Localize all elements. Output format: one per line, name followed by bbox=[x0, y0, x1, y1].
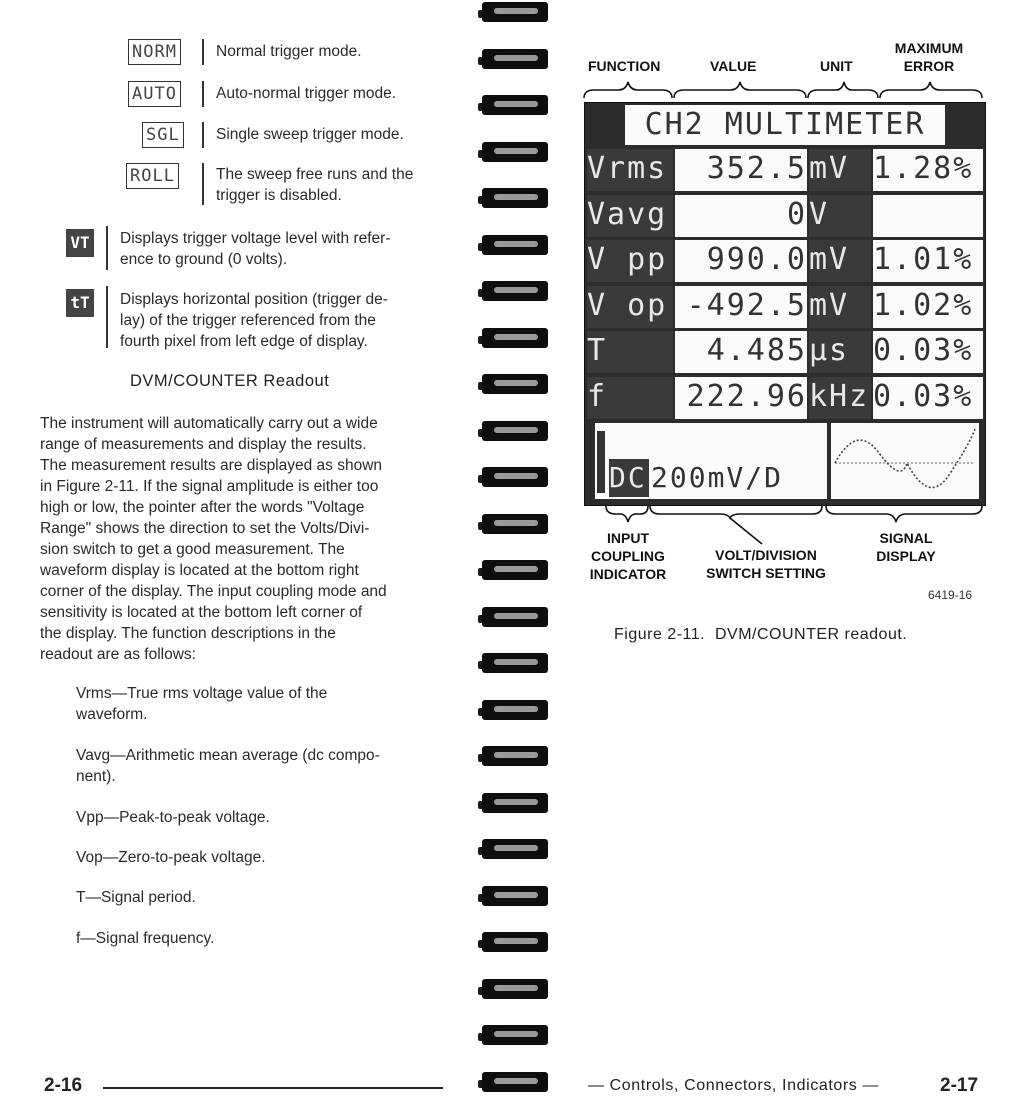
vt-desc-2: ence to ground (0 volts). bbox=[120, 251, 288, 268]
roll-mode-icon: ROLL bbox=[126, 163, 179, 189]
label-volt-2: SWITCH SETTING bbox=[706, 565, 826, 581]
def-vpp: Vpp—Peak-to-peak voltage. bbox=[76, 809, 270, 826]
binding-coil bbox=[478, 791, 552, 815]
def-f: f—Signal frequency. bbox=[76, 930, 215, 947]
label-volt-1: VOLT/DIVISION bbox=[715, 547, 817, 563]
mode-divider bbox=[202, 122, 204, 148]
binding-coil bbox=[478, 233, 552, 257]
lcd-function: V pp bbox=[587, 240, 673, 282]
label-input-2: COUPLING bbox=[591, 548, 665, 564]
sgl-desc: Single sweep trigger mode. bbox=[216, 126, 404, 143]
lcd-unit: mV bbox=[809, 149, 871, 191]
tt-desc-1: Displays horizontal position (trigger de- bbox=[120, 291, 388, 308]
binding-coil bbox=[478, 884, 552, 908]
paragraph-line: Range" shows the direction to set the Volts/Divi- bbox=[40, 520, 370, 537]
binding-coil bbox=[478, 1023, 552, 1047]
body-paragraph bbox=[40, 413, 442, 665]
binding-coil bbox=[478, 930, 552, 954]
top-braces bbox=[580, 78, 990, 102]
label-input-3: INDICATOR bbox=[589, 566, 667, 582]
tt-divider bbox=[106, 286, 108, 348]
binding-coil bbox=[478, 837, 552, 861]
lcd-unit: µs bbox=[809, 331, 871, 373]
lcd-unit: mV bbox=[809, 286, 871, 328]
paragraph-line: in Figure 2-11. If the signal amplitude is either too bbox=[40, 478, 379, 495]
vt-divider bbox=[106, 226, 108, 270]
binding-coil bbox=[478, 1070, 552, 1094]
binding-coil bbox=[478, 419, 552, 443]
paragraph-line: high or low, the pointer after the words "Voltage bbox=[40, 499, 365, 516]
binding-coil bbox=[478, 279, 552, 303]
mode-divider bbox=[202, 81, 204, 107]
lcd-error: 0.03% bbox=[873, 377, 983, 419]
label-unit: UNIT bbox=[820, 58, 853, 74]
lcd-value: -492.5 bbox=[675, 286, 807, 328]
page-number-left: 2-16 bbox=[44, 1075, 83, 1096]
figure-caption: Figure 2-11. DVM/COUNTER readout. bbox=[614, 626, 908, 643]
lcd-unit: mV bbox=[809, 240, 871, 282]
binding-coil bbox=[478, 512, 552, 536]
lcd-title: CH2 MULTIMETER bbox=[625, 105, 945, 145]
def-vrms-2: waveform. bbox=[76, 706, 148, 723]
lcd-function: V op bbox=[587, 286, 673, 328]
binding-coil bbox=[478, 0, 552, 24]
lcd-error: 0.03% bbox=[873, 331, 983, 373]
def-vrms-1: Vrms—True rms voltage value of the bbox=[76, 685, 328, 702]
lcd-function: Vavg bbox=[587, 195, 673, 237]
label-input-1: INPUT bbox=[607, 530, 649, 546]
binding-coil bbox=[478, 326, 552, 350]
def-vavg-2: nent). bbox=[76, 768, 116, 785]
binding-coil bbox=[478, 47, 552, 71]
binding-coil bbox=[478, 140, 552, 164]
paragraph-line: The measurement results are displayed as shown bbox=[40, 457, 383, 474]
binding-coil bbox=[478, 186, 552, 210]
page-number-right: 2-17 bbox=[940, 1075, 979, 1096]
vt-desc-1: Displays trigger voltage level with refer- bbox=[120, 230, 391, 247]
lcd-function: f bbox=[587, 377, 673, 419]
section-heading: DVM/COUNTER Readout bbox=[130, 372, 330, 390]
label-sig-1: SIGNAL bbox=[879, 530, 933, 546]
paragraph-line: sion switch to get a good measurement. The bbox=[40, 541, 345, 558]
binding-coil bbox=[478, 698, 552, 722]
label-max-error bbox=[884, 39, 974, 75]
coupling-bar bbox=[597, 431, 605, 493]
binding-coil bbox=[478, 465, 552, 489]
auto-desc: Auto-normal trigger mode. bbox=[216, 85, 397, 102]
paragraph-line: range of measurements and display the results. bbox=[40, 436, 367, 453]
binding-coil bbox=[478, 372, 552, 396]
binding-coil bbox=[478, 744, 552, 768]
label-function: FUNCTION bbox=[588, 58, 661, 74]
lcd-error bbox=[873, 195, 983, 237]
norm-desc: Normal trigger mode. bbox=[216, 43, 362, 60]
def-vop: Vop—Zero-to-peak voltage. bbox=[76, 849, 266, 866]
paragraph-line: corner of the display. The input coupling mode and bbox=[40, 583, 387, 600]
figure-code: 6419-16 bbox=[928, 588, 973, 602]
binding-coil bbox=[478, 93, 552, 117]
lcd-function: Vrms bbox=[587, 149, 673, 191]
roll-desc-1: The sweep free runs and the bbox=[216, 166, 414, 183]
lcd-unit: V bbox=[809, 195, 871, 237]
lcd-display bbox=[584, 102, 986, 506]
label-value: VALUE bbox=[710, 58, 757, 74]
signal-waveform bbox=[831, 423, 979, 499]
tt-icon: tT bbox=[66, 289, 94, 317]
lcd-error: 1.01% bbox=[873, 240, 983, 282]
binding-coil bbox=[478, 651, 552, 675]
lcd-value: 0 bbox=[675, 195, 807, 237]
signal-display bbox=[831, 423, 979, 499]
lcd-error: 1.02% bbox=[873, 286, 983, 328]
sgl-mode-icon: SGL bbox=[142, 122, 184, 148]
paragraph-line: sensitivity is located at the bottom left corner of bbox=[40, 604, 363, 621]
footer-rule bbox=[103, 1087, 443, 1089]
def-vavg-1: Vavg—Arithmetic mean average (dc compo- bbox=[76, 747, 380, 764]
footer-right-text: — Controls, Connectors, Indicators — bbox=[588, 1077, 880, 1094]
coupling-indicator: DC bbox=[609, 459, 649, 497]
lcd-value: 352.5 bbox=[675, 149, 807, 191]
spiral-binding bbox=[478, 0, 552, 1120]
tt-desc-2: lay) of the trigger referenced from the bbox=[120, 312, 376, 329]
label-signal-display bbox=[864, 529, 948, 565]
binding-coil bbox=[478, 558, 552, 582]
binding-coil bbox=[478, 605, 552, 629]
volts-div-setting: 200mV/D bbox=[651, 459, 827, 497]
lcd-value: 222.96 bbox=[675, 377, 807, 419]
label-volt-division bbox=[694, 546, 838, 582]
lcd-value: 990.0 bbox=[675, 240, 807, 282]
def-t: T—Signal period. bbox=[76, 889, 196, 906]
tt-desc-3: fourth pixel from left edge of display. bbox=[120, 333, 368, 350]
paragraph-line: the display. The function descriptions in the bbox=[40, 625, 336, 642]
lcd-function: T bbox=[587, 331, 673, 373]
label-max-2: ERROR bbox=[903, 58, 955, 74]
binding-coil bbox=[478, 977, 552, 1001]
paragraph-line: readout are as follows: bbox=[40, 646, 196, 663]
lcd-value: 4.485 bbox=[675, 331, 807, 373]
label-max-1: MAXIMUM bbox=[894, 40, 964, 56]
paragraph-line: waveform display is located at the bottom right bbox=[40, 562, 359, 579]
vt-icon: VT bbox=[66, 229, 94, 257]
mode-divider bbox=[202, 39, 204, 65]
label-sig-2: DISPLAY bbox=[876, 548, 936, 564]
norm-mode-icon: NORM bbox=[128, 39, 181, 65]
label-input-coupling bbox=[580, 529, 676, 583]
auto-mode-icon: AUTO bbox=[128, 81, 181, 107]
paragraph-line: The instrument will automatically carry out a wide bbox=[40, 415, 378, 432]
lcd-error: 1.28% bbox=[873, 149, 983, 191]
roll-desc-2: trigger is disabled. bbox=[216, 187, 342, 204]
mode-divider bbox=[202, 163, 204, 205]
lcd-unit: kHz bbox=[809, 377, 871, 419]
